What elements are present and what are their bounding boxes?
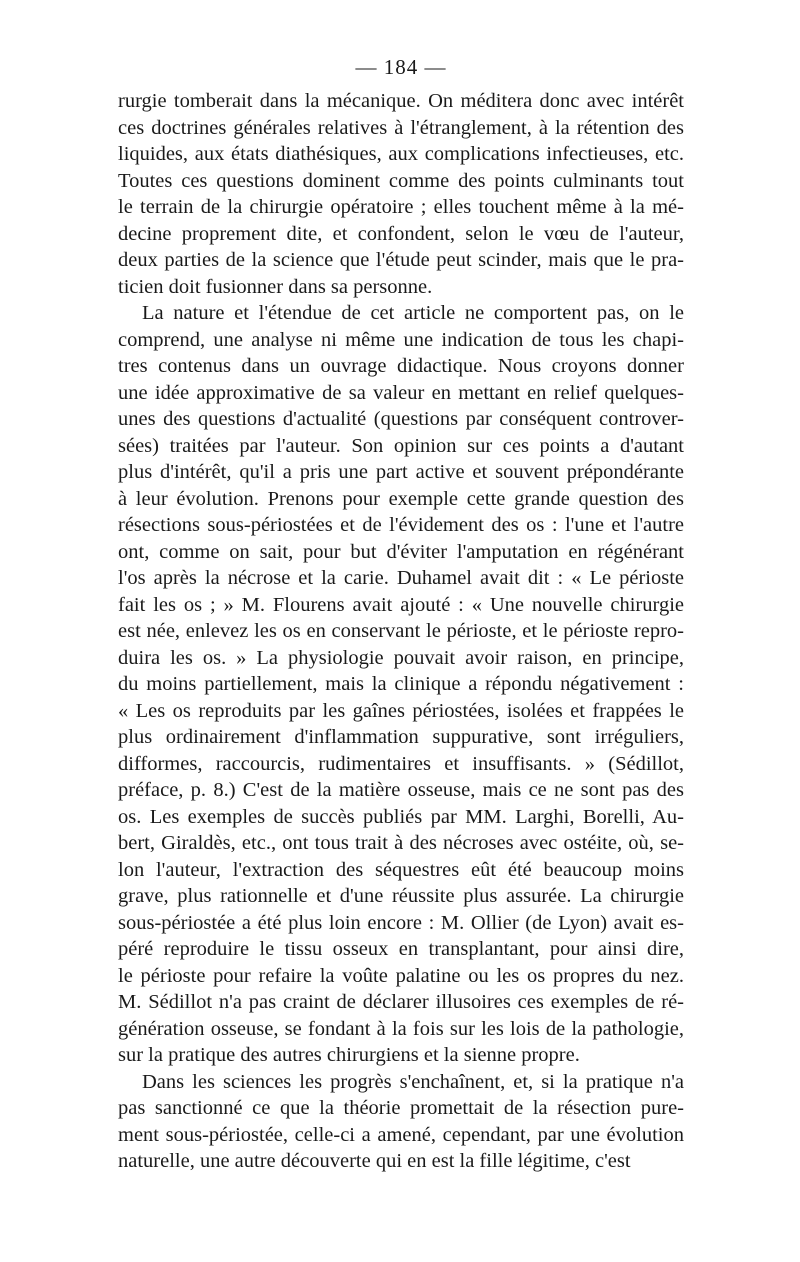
document-page [118, 52, 684, 1175]
text-line: « Les os reproduits par les gaînes périostées, isolées et frappées le [118, 699, 684, 722]
text-line: péré reproduire le tissu osseux en transplantant, pour ainsi dire, [118, 938, 684, 960]
text-line: lon l'auteur, l'extraction des séquestres eût été beaucoup moins [118, 858, 684, 881]
text-line: sur la pratique des autres chirurgiens et la sienne propre. [118, 1044, 580, 1066]
text-line: le terrain de la chirurgie opératoire ; elles touchent même à la mé- [118, 196, 684, 218]
text-line: est née, enlevez les os en conservant le périoste, et le périoste repro- [118, 620, 684, 642]
text-line: ment sous-périostée, celle-ci a amené, cependant, par une évolution [118, 1123, 684, 1146]
text-line: Dans les sciences les progrès s'enchaînent, et, si la pratique n'a [142, 1070, 684, 1093]
text-line: une idée approximative de sa valeur en mettant en relief quelques- [118, 381, 684, 404]
text-line: duira les os. » La physiologie pouvait avoir raison, en principe, [118, 646, 684, 669]
text-line: M. Sédillot n'a pas craint de déclarer illusoires ces exemples de ré- [118, 991, 684, 1013]
text-line: grave, plus rationnelle et d'une réussite plus assurée. La chirurgie [118, 885, 684, 907]
text-line: ces doctrines générales relatives à l'étranglement, à la rétention des [118, 116, 684, 139]
text-line: sous-périostée a été plus loin encore : M. Ollier (de Lyon) avait es- [118, 911, 684, 934]
text-line: tres contenus dans un ouvrage didactique. Nous croyons donner [118, 355, 684, 377]
text-line: le périoste pour refaire la voûte palatine ou les os propres du nez. [118, 964, 684, 987]
text-line: comprend, une analyse ni même une indication de tous les chapi- [118, 328, 684, 351]
text-line: naturelle, une autre découverte qui en est la fille légitime, c'est [118, 1150, 631, 1172]
text-body [118, 88, 684, 1175]
text-line: ont, comme on sait, pour but d'éviter l'amputation en régénérant [118, 540, 684, 563]
text-line: pas sanctionné ce que la théorie promettait de la résection pure- [118, 1097, 684, 1119]
text-line: La nature et l'étendue de cet article ne comportent pas, on le [142, 302, 684, 324]
text-line: unes des questions d'actualité (questions par conséquent controver- [118, 408, 684, 430]
text-line: l'os après la nécrose et la carie. Duhamel avait dit : « Le périoste [118, 567, 684, 589]
text-line: deux parties de la science que l'étude peut scinder, mais que le pra- [118, 249, 684, 271]
text-line: plus ordinairement d'inflammation suppurative, sont irréguliers, [118, 726, 684, 748]
text-line: fait les os ; » M. Flourens avait ajouté : « Une nouvelle chirurgie [118, 593, 684, 616]
text-line: sées) traitées par l'auteur. Son opinion sur ces points a d'autant [118, 434, 684, 457]
text-line: préface, p. 8.) C'est de la matière osseuse, mais ce ne sont pas des [118, 779, 684, 801]
text-line: génération osseuse, se fondant à la fois sur les lois de la pathologie, [118, 1017, 684, 1040]
text-line: liquides, aux états diathésiques, aux complications infectieuses, etc. [118, 143, 684, 165]
paragraph [118, 88, 684, 300]
text-line: résections sous-périostées et de l'évidement des os : l'une et l'autre [118, 514, 684, 536]
text-line: os. Les exemples de succès publiés par MM. Larghi, Borelli, Au- [118, 805, 684, 828]
text-line: bert, Giraldès, etc., ont tous trait à des nécroses avec ostéite, où, se- [118, 832, 684, 854]
text-line: difformes, raccourcis, rudimentaires et insuffisants. » (Sédillot, [118, 752, 684, 775]
text-line: à leur évolution. Prenons pour exemple cette grande question des [118, 487, 684, 510]
text-line: rurgie tomberait dans la mécanique. On méditera donc avec intérêt [118, 90, 684, 112]
text-line: Toutes ces questions dominent comme des points culminants tout [118, 169, 684, 192]
text-line: plus d'intérêt, qu'il a pris une part active et souvent prépondérante [118, 461, 684, 483]
paragraph [118, 300, 684, 1069]
text-line: decine proprement dite, et confondent, selon le vœu de l'auteur, [118, 222, 684, 245]
text-line: ticien doit fusionner dans sa personne. [118, 275, 433, 298]
page-number: — 184 — [355, 55, 447, 79]
text-line: du moins partiellement, mais la clinique a répondu négativement : [118, 673, 684, 695]
paragraph [118, 1069, 684, 1175]
